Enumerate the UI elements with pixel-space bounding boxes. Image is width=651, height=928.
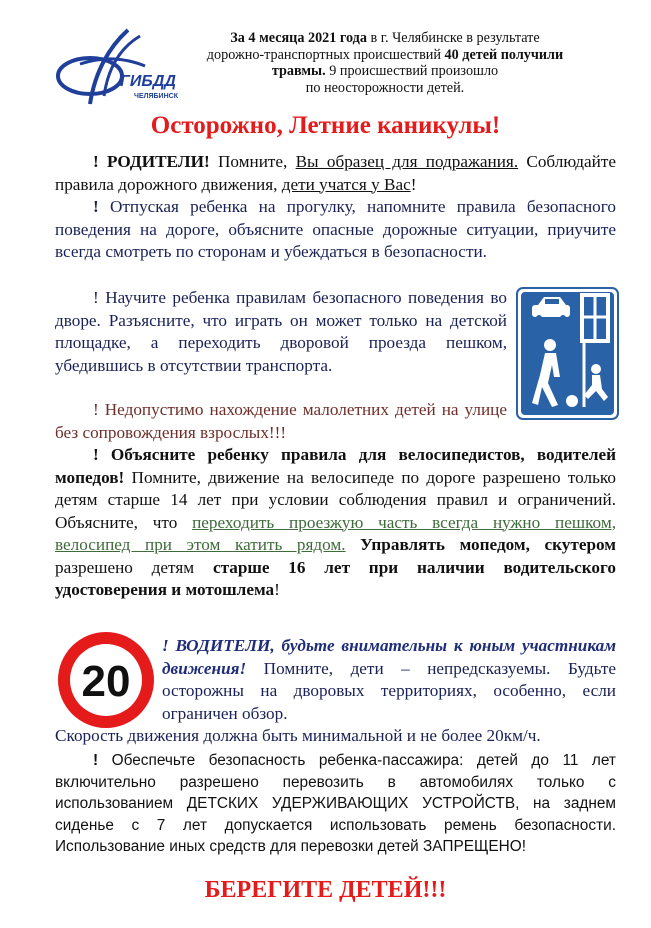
p1-text3: ! xyxy=(410,174,417,194)
p2-excl: ! xyxy=(93,197,99,216)
p5-excl: ! xyxy=(93,445,99,464)
logo-text: ГИБДД xyxy=(120,73,176,90)
p1-text1: Помните, xyxy=(209,152,296,171)
p7-excl: ! xyxy=(93,752,99,769)
p6-text-tail: Скорость движения должна быть минимальной и не более 20км/ч. xyxy=(55,726,541,745)
living-zone-sign-icon xyxy=(516,287,619,420)
p1-underline2: дети учатся у Вас xyxy=(281,174,411,194)
paragraph-drivers-top xyxy=(162,635,616,725)
paragraph-walk xyxy=(55,196,616,264)
p5-text3: ! xyxy=(274,580,280,599)
header-stats xyxy=(190,30,580,96)
p6-text-wrap: Помните, дети – непредсказуемы. Будьте осторожны на дворовых территориях, особенно, если ограничен обзор. xyxy=(162,658,616,723)
paragraph-passenger xyxy=(55,750,616,858)
paragraph-parents xyxy=(55,151,616,196)
paragraph-cyclists xyxy=(55,444,616,602)
header-line1-bold: За 4 месяца 2021 года xyxy=(230,30,367,46)
gibdd-logo-icon xyxy=(50,26,182,108)
p5-bold2: Управлять мопедом, скутером xyxy=(345,535,616,554)
paragraph-no-adults xyxy=(55,399,507,444)
p3-text: Научите ребенка правилам безопасного поведения во дворе. Разъясните, что играть он может только на детской площадке, а переходить дворовой проезда пешком, убедившись в отсутствии транспорта. xyxy=(55,288,507,375)
p5-text2: разрешено детям xyxy=(55,557,213,577)
p4-excl: ! xyxy=(93,400,99,419)
p4-text: Недопустимо нахождение малолетних детей на улице без сопровождения взрослых!!! xyxy=(55,400,507,442)
header-line2: дорожно-транспортных происшествий xyxy=(206,46,445,63)
paragraph-yard xyxy=(55,287,507,377)
p1-bold: РОДИТЕЛИ! xyxy=(106,152,210,171)
p5-green-underline: переходить проезжую часть всегда нужно пешком, велосипед при этом катить рядом. xyxy=(55,512,616,554)
p1-excl: ! xyxy=(93,152,107,171)
p1-text2: Соблюдайте правила дорожного движения, xyxy=(55,152,616,194)
p5-text1: Помните, движение на велосипеде по дороге разрешено только детям старше 14 лет при условии соблюдения правил и ограничений. Объясните, что xyxy=(55,467,616,532)
header-line3: 9 происшествий произошло xyxy=(325,63,499,79)
header-line2-bold: 40 детей получили xyxy=(444,46,564,63)
p3-excl: ! xyxy=(93,288,99,307)
p2-text: Отпуская ребенка на прогулку, напомните правила безопасного поведения на дороге, объясните опасные дорожные ситуации, приучите всегда смотреть по сторонам и убеждаться в безопасности. xyxy=(55,197,616,261)
header-line3-bold: травмы. xyxy=(271,63,326,79)
speed-limit-sign-icon xyxy=(56,630,156,730)
paragraph-drivers-bottom xyxy=(55,725,616,748)
page-title: Осторожно, Летние каникулы! xyxy=(150,112,501,139)
logo-city: ЧЕЛЯБИНСК xyxy=(134,93,178,100)
header-line4: по неосторожности детей. xyxy=(305,79,465,96)
footer-slogan: БЕРЕГИТЕ ДЕТЕЙ!!! xyxy=(204,877,447,903)
p7-text: Обеспечьте безопасность ребенка-пассажира: детей до 11 лет включительно разрешено перевозить в автомобилях только с использованием ДЕТСКИХ УДЕРЖИВАЮЩИХ УСТРОЙСТВ, на заднем сиденье с 7 лет допускается использовать ремень безопасности. Использование иных средств для перевозки детей ЗАПРЕЩЕНО! xyxy=(55,752,616,855)
header-line1: в г. Челябинске в результате xyxy=(366,30,540,46)
speed-limit-value: 20 xyxy=(81,657,131,706)
p5-bold1: Объясните ребенку правила для велосипедистов, водителей мопедов! xyxy=(55,445,616,487)
p1-underline1: Вы образец для подражания. xyxy=(295,152,519,171)
p6-bold-italic: ! ВОДИТЕЛИ, будьте внимательны к юным участникам движения! xyxy=(162,636,616,678)
p5-bold3: старше 16 лет при наличии водительского удостоверения и мотошлема xyxy=(55,557,616,599)
